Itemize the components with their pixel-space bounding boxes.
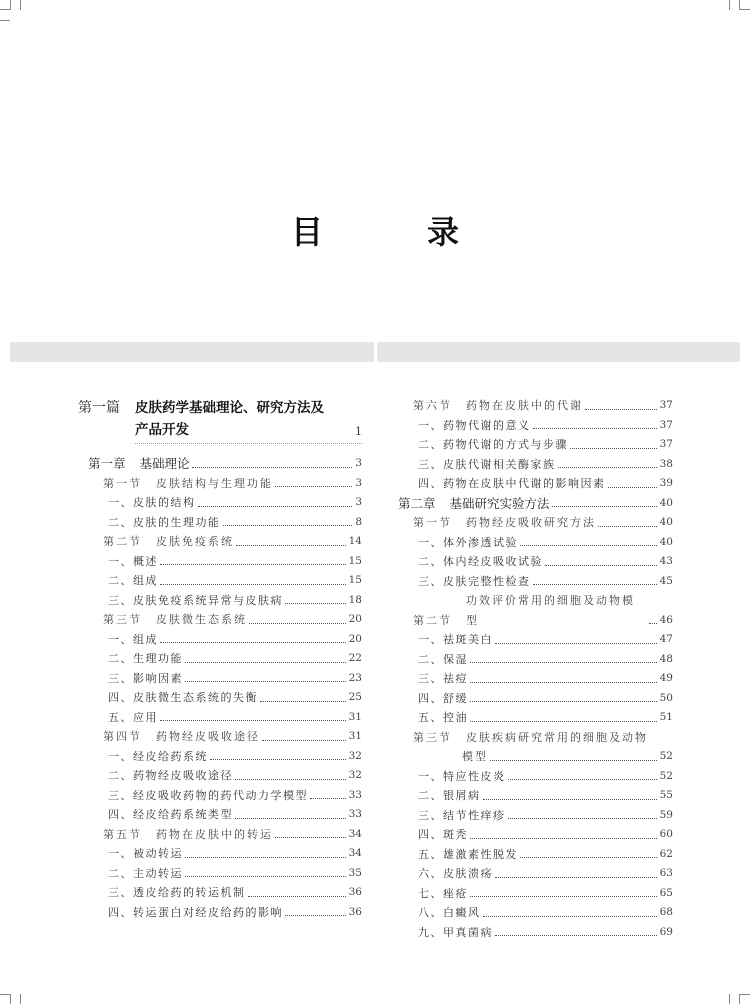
toc-chapter-label: 第一章 [88,456,126,471]
dotted-leader [508,779,657,780]
toc-item-title: 保湿 [443,652,468,666]
page-number: 22 [348,652,362,664]
page-number: 3 [355,496,362,508]
toc-item-entry[interactable] [398,689,673,709]
part-title-row [135,419,362,441]
page-number: 43 [659,555,673,567]
toc-item-entry[interactable] [398,786,673,806]
crop-mark [739,994,740,1004]
toc-item-entry[interactable] [78,844,362,864]
dotted-leader [470,662,657,663]
toc-section-title: 功效评价常用的细胞及动物模型 [466,594,635,627]
toc-item-entry[interactable] [78,630,362,650]
dotted-leader [533,584,657,585]
page-number: 60 [659,828,673,840]
toc-item-entry[interactable] [78,493,362,513]
dotted-leader [260,701,346,702]
part-title: 皮肤药学基础理论、研究方法及 [135,400,324,416]
toc-section-title: 药物经皮吸收途径 [156,730,260,743]
dotted-leader [236,545,346,546]
dotted-leader [585,409,657,410]
toc-item-entry[interactable] [398,474,673,494]
page-number: 3 [355,457,362,469]
page-number: 33 [348,808,362,820]
toc-item-label: 二、 [108,866,133,880]
dotted-leader [470,721,657,722]
toc-item-title: 皮肤的生理功能 [133,515,221,529]
toc-item-label: 二、 [108,515,133,529]
toc-item-label: 四、 [418,691,443,705]
toc-item-label: 二、 [418,555,443,568]
page-number: 33 [348,788,362,801]
toc-section-title: 药物在皮肤中的转运 [156,827,273,841]
dotted-leader [160,584,346,585]
toc-item-entry[interactable] [78,513,362,533]
toc-item-title: 祛斑美白 [443,633,493,646]
dotted-leader [470,701,657,702]
toc-item-entry[interactable] [398,864,673,884]
toc-item-entry[interactable] [78,883,362,903]
toc-section-entry[interactable] [398,591,673,630]
toc-item-title: 药物经皮吸收途径 [133,769,233,782]
toc-item-title: 影响因素 [133,671,183,685]
toc-item-label: 三、 [108,886,133,899]
toc-item-title: 药物代谢的意义 [443,418,531,432]
toc-section-label: 第六节 [413,399,452,412]
dotted-leader [495,643,657,644]
toc-item-label: 四、 [418,828,443,841]
header-band-right [377,342,740,362]
page-number: 31 [348,710,362,723]
page-number: 40 [659,516,673,528]
toc-item-title: 体外渗透试验 [443,535,518,549]
toc-item-entry[interactable] [398,903,673,923]
toc-item-entry[interactable] [398,669,673,689]
toc-item-title: 被动转运 [133,847,183,860]
toc-item-title: 斑秃 [443,828,468,841]
dotted-leader [160,642,346,643]
toc-item-title: 概述 [133,554,158,568]
page-number: 34 [348,827,362,840]
page-number: 52 [659,750,673,762]
dotted-leader [570,448,657,449]
toc-item-label: 一、 [418,418,443,432]
part-heading[interactable] [78,397,362,441]
toc-item-label: 七、 [418,886,443,900]
toc-item-title: 组成 [133,632,158,646]
crop-mark [0,20,10,21]
toc-item-title: 经皮给药系统类型 [133,808,233,821]
dotted-leader [248,896,346,897]
toc-item-label: 二、 [108,769,133,782]
toc-left-column [78,397,362,922]
crop-mark [10,0,11,10]
toc-section-title: 皮肤疾病研究常用的细胞及动物 [466,730,648,744]
toc-section-entry-continued[interactable] [398,747,673,767]
dotted-leader [598,526,657,527]
dotted-leader [490,760,657,761]
toc-section-entry[interactable] [78,610,362,630]
dotted-leader [495,935,657,936]
dotted-leader [210,759,346,760]
toc-item-title: 主动转运 [133,866,183,880]
dotted-leader [508,818,657,819]
dotted-leader [275,486,352,487]
dotted-leader [520,857,657,858]
page-number: 49 [659,672,673,684]
toc-item-entry[interactable] [78,786,362,806]
toc-section-title: 药物在皮肤中的代谢 [466,399,583,412]
toc-item-title: 特应性皮炎 [443,769,506,783]
crop-mark [740,9,750,10]
dotted-leader [262,740,346,741]
page-number: 47 [659,633,673,645]
toc-item-entry[interactable] [78,669,362,689]
toc-item-entry[interactable] [398,708,673,728]
dotted-leader [160,564,346,565]
dotted-leader [185,662,346,663]
crop-mark [739,0,740,10]
toc-section-label: 第三节 [103,613,142,626]
dotted-leader [545,565,657,566]
toc-section-title-continued: 模型 [462,750,488,763]
toc-item-entry[interactable] [78,571,362,591]
dotted-leader [249,623,346,624]
dotted-leader [235,779,346,780]
toc-item-title: 皮肤免疫系统异常与皮肤病 [133,593,283,607]
page-number: 68 [659,906,673,918]
toc-item-entry[interactable] [78,747,362,767]
toc-item-label: 五、 [418,711,443,724]
toc-item-entry[interactable] [398,630,673,650]
page-number: 59 [659,808,673,821]
page-number: 1 [355,425,362,438]
page-number: 51 [659,711,673,723]
dotted-leader [223,525,353,526]
toc-section-entry[interactable] [398,396,673,416]
page-number: 45 [659,574,673,587]
toc-chapter-title: 基础研究实验方法 [449,495,550,511]
toc-chapter-entry[interactable] [398,494,673,514]
page-number: 15 [348,574,362,586]
page-number: 34 [348,847,362,859]
dotted-leader [470,838,657,839]
dotted-leader [235,818,346,819]
toc-item-label: 三、 [418,457,443,471]
toc-item-label: 一、 [418,769,443,783]
page-number: 32 [348,749,362,762]
toc-item-label: 一、 [418,633,443,646]
toc-item-label: 五、 [108,710,133,724]
toc-section-label: 第三节 [413,730,452,744]
page-number: 50 [659,691,673,704]
toc-item-label: 五、 [418,847,443,861]
toc-item-entry[interactable] [398,767,673,787]
dotted-leader [192,467,353,468]
page-number: 25 [348,691,362,703]
page-number: 18 [348,593,362,606]
toc-item-entry[interactable] [78,552,362,572]
toc-item-title: 应用 [133,710,158,724]
toc-item-entry[interactable] [78,591,362,611]
page-number: 35 [348,866,362,879]
toc-item-entry[interactable] [398,533,673,553]
dotted-leader [483,799,657,800]
toc-section-entry[interactable] [398,513,673,533]
toc-item-title: 皮肤完整性检查 [443,574,531,588]
toc-chapter-entry[interactable] [78,454,362,474]
page-number: 23 [348,671,362,684]
toc-right-column [398,396,673,942]
part-title-continued: 产品开发 [135,422,189,438]
page-number: 36 [348,905,362,918]
page-number: 55 [659,789,673,801]
page-number: 20 [348,613,362,625]
toc-chapter-title: 基础理论 [139,456,190,471]
toc-item-entry[interactable] [398,806,673,826]
dotted-leader [285,603,346,604]
page-number: 63 [659,867,673,879]
dotted-leader [185,876,346,877]
dotted-leader [185,681,346,682]
part-title-block [135,397,362,441]
toc-item-title: 祛痘 [443,672,468,685]
toc-item-label: 三、 [108,671,133,685]
toc-item-label: 一、 [418,535,443,549]
toc-item-title: 皮肤的结构 [133,496,196,509]
toc-section-label: 第二节 [413,613,452,627]
toc-item-label: 四、 [108,808,133,821]
toc-item-title: 药物在皮肤中代谢的影响因素 [443,477,606,490]
page-number: 15 [348,554,362,567]
page-number: 37 [659,399,673,411]
dotted-leader [495,877,657,878]
crop-mark [729,994,730,1004]
page-number: 37 [659,418,673,431]
toc-item-entry[interactable] [398,416,673,436]
toc-left-entries [78,454,362,922]
page-number: 31 [348,730,362,742]
page-number: 8 [355,515,362,528]
dotted-leader [608,487,657,488]
toc-item-title: 生理功能 [133,652,183,665]
toc-item-title: 雄激素性脱发 [443,847,518,861]
toc-item-label: 三、 [418,672,443,685]
dotted-leader [470,682,657,683]
toc-item-label: 四、 [108,905,133,919]
toc-item-entry[interactable] [78,649,362,669]
crop-mark [729,0,730,10]
toc-item-label: 三、 [108,593,133,607]
toc-item-label: 四、 [418,477,443,490]
toc-item-title: 转运蛋白对经皮给药的影响 [133,905,283,919]
dotted-leader [310,798,346,799]
page-number: 48 [659,652,673,665]
toc-item-label: 三、 [418,574,443,588]
toc-item-entry[interactable] [78,688,362,708]
toc-item-entry[interactable] [398,455,673,475]
crop-mark [740,994,750,995]
crop-mark [10,994,11,1004]
toc-item-title: 经皮给药系统 [133,749,208,763]
toc-item-title: 组成 [133,574,158,587]
toc-section-title: 皮肤微生态系统 [156,613,247,626]
toc-item-title: 皮肤代谢相关酶家族 [443,457,556,471]
toc-item-entry[interactable] [78,903,362,923]
page-number: 46 [659,613,673,626]
page-title: 目 录 [290,213,495,251]
toc-item-entry[interactable] [398,435,673,455]
page-number: 40 [659,496,673,509]
toc-item-title: 舒缓 [443,691,468,705]
toc-item-label: 二、 [418,789,443,802]
page-number: 69 [659,925,673,938]
toc-item-title: 结节性痒疹 [443,808,506,822]
toc-item-label: 一、 [108,496,133,509]
page-number: 52 [659,769,673,782]
toc-section-title: 药物经皮吸收研究方法 [466,516,596,529]
toc-item-title: 体内经皮吸收试验 [443,555,543,568]
toc-item-label: 二、 [418,438,443,451]
toc-item-title: 皮肤溃疡 [443,867,493,880]
page-number: 20 [348,632,362,645]
crop-mark [0,994,10,995]
toc-item-label: 八、 [418,906,443,919]
crop-mark [0,9,10,10]
toc-item-label: 三、 [108,788,133,802]
toc-item-label: 二、 [108,574,133,587]
toc-item-label: 一、 [108,749,133,763]
dotted-leader [198,506,353,507]
toc-item-entry[interactable] [398,923,673,943]
toc-section-entry[interactable] [78,532,362,552]
dotted-leader [483,916,657,917]
crop-mark [20,0,21,10]
toc-section-label: 第一节 [413,516,452,529]
toc-item-entry[interactable] [78,766,362,786]
page-number: 38 [659,457,673,470]
toc-item-label: 一、 [108,632,133,646]
toc-item-label: 一、 [108,847,133,860]
toc-item-label: 一、 [108,554,133,568]
toc-item-label: 四、 [108,691,133,704]
page-number: 40 [659,535,673,548]
header-band-left [10,342,374,362]
toc-item-title: 透皮给药的转运机制 [133,886,246,899]
page-number: 65 [659,886,673,899]
toc-item-title: 控油 [443,711,468,724]
toc-section-label: 第一节 [103,476,142,490]
toc-item-entry[interactable] [398,884,673,904]
toc-chapter-label: 第二章 [398,495,436,511]
dotted-leader [552,506,657,507]
dotted-leader [135,443,362,444]
dotted-leader [470,896,657,897]
toc-item-entry[interactable] [398,650,673,670]
toc-item-title: 银屑病 [443,789,481,802]
page-number: 14 [348,535,362,547]
dotted-leader [275,837,346,838]
toc-item-entry[interactable] [398,825,673,845]
toc-item-entry[interactable] [398,552,673,572]
dotted-leader [160,720,346,721]
toc-section-entry[interactable] [78,474,362,494]
crop-mark [20,994,21,1004]
dotted-leader [520,545,657,546]
toc-section-title: 皮肤免疫系统 [156,535,234,548]
page-number: 3 [355,476,362,489]
page-number: 32 [348,769,362,781]
toc-item-title: 经皮吸收药物的药代动力学模型 [133,788,308,802]
toc-item-title: 痤疮 [443,886,468,900]
toc-item-title: 皮肤微生态系统的失衡 [133,691,258,704]
toc-item-label: 九、 [418,925,443,939]
page-number: 62 [659,847,673,860]
toc-item-entry[interactable] [78,864,362,884]
toc-item-entry[interactable] [398,845,673,865]
toc-item-label: 二、 [418,652,443,666]
toc-section-entry[interactable] [398,728,673,748]
dotted-leader [533,428,657,429]
toc-item-title: 药物代谢的方式与步骤 [443,438,568,451]
toc-item-entry[interactable] [398,572,673,592]
toc-item-entry[interactable] [78,708,362,728]
toc-section-entry[interactable] [78,727,362,747]
page-number: 37 [659,438,673,450]
dotted-leader [649,623,657,624]
toc-section-label: 第二节 [103,535,142,548]
toc-item-title: 白癜风 [443,906,481,919]
toc-item-label: 三、 [418,808,443,822]
toc-section-title: 皮肤结构与生理功能 [156,476,273,490]
dotted-leader [558,467,657,468]
page-number: 36 [348,886,362,898]
dotted-leader [285,915,346,916]
page-number: 39 [659,477,673,489]
toc-section-label: 第四节 [103,730,142,743]
dotted-leader [185,857,346,858]
part-label: 第一篇 [78,400,120,416]
toc-item-title: 甲真菌病 [443,925,493,939]
toc-item-label: 六、 [418,867,443,880]
toc-item-label: 二、 [108,652,133,665]
toc-item-entry[interactable] [78,805,362,825]
toc-section-label: 第五节 [103,827,142,841]
toc-section-entry[interactable] [78,825,362,845]
toc-right-entries [398,396,673,942]
